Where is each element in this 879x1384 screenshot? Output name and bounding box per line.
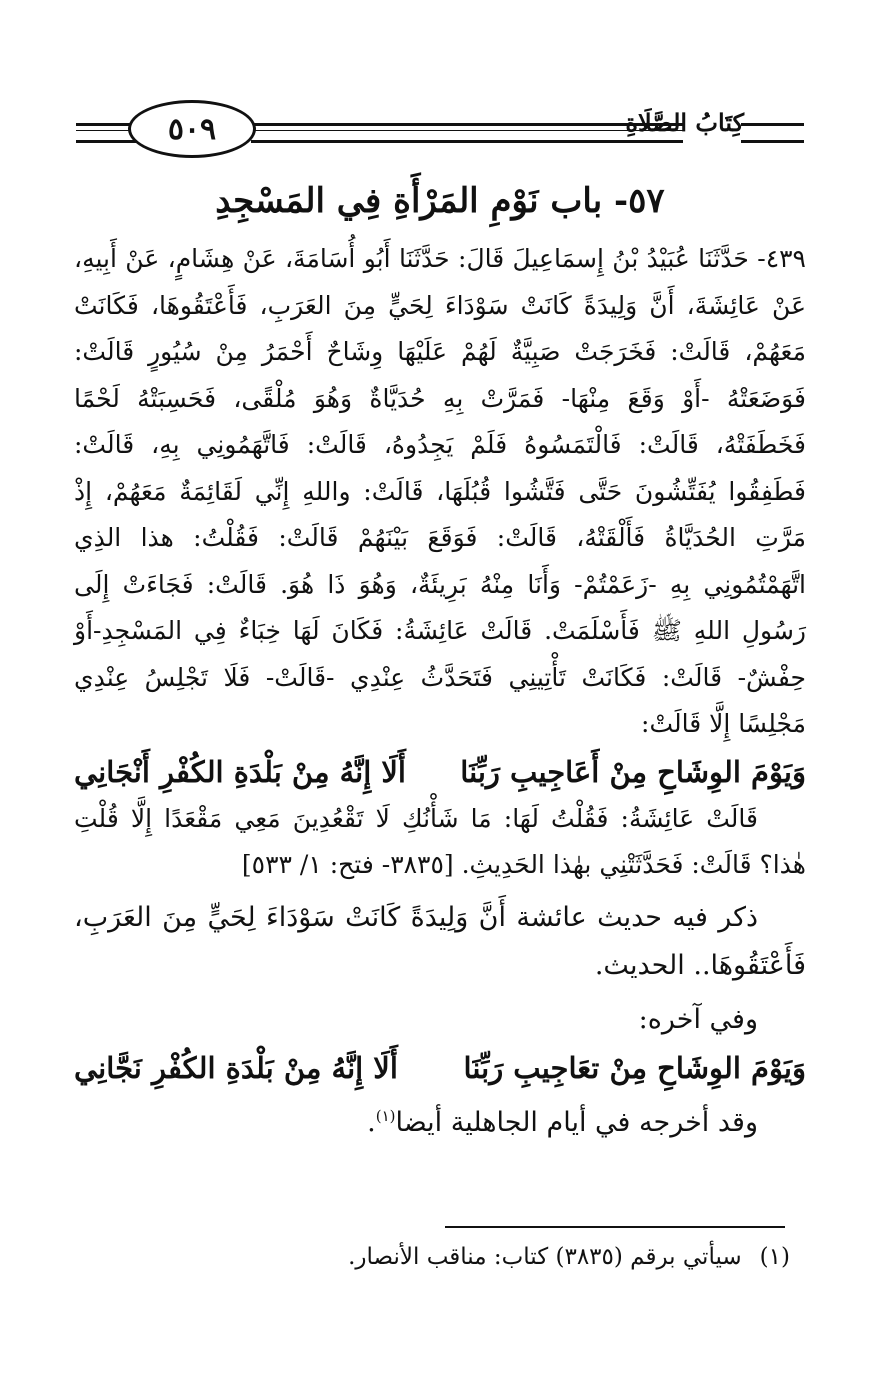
footnote-reference[interactable]: (١) bbox=[375, 1106, 396, 1125]
header-rule-left bbox=[76, 123, 136, 143]
verse-first-hemistich: وَيَوْمَ الوِشَاحِ مِنْ أَعَاجِيبِ رَبِّنَا bbox=[460, 754, 806, 789]
chapter-title: ٥٧- باب نَوْمِ المَرْأَةِ فِي المَسْجِدِ bbox=[215, 181, 665, 221]
end-mark: . bbox=[367, 1106, 376, 1138]
hadith-text: ٤٣٩- حَدَّثَنَا عُبَيْدُ بْنُ إِسمَاعِيلَ قَالَ: حَدَّثَنَا أَبُو أُسَامَةَ، عَنْ هِشَامٍ، عَنْ أَبِيهِ، عَنْ عَائِشَةَ، أَنَّ وَلِيدَةً كَانَتْ سَوْدَاءَ لِحَيٍّ مِنَ العَرَبِ، فَأَعْتَقُوهَا، فَكَانَتْ مَعَهُمْ، قَالَتْ: فَخَرَجَتْ صَبِيَّةٌ لَهُمْ عَلَيْهَا وِشَاحٌ أَحْمَرُ مِنْ سُيُورٍ قَالَتْ: فَوَضَعَتْهُ -أَوْ وَقَعَ مِنْهَا- فَمَرَّتْ بِهِ حُدَيَّاةٌ وَهُوَ مُلْقًى، فَحَسِبَتْهُ لَحْمًا فَخَطَفَتْهُ، قَالَتْ: فَالْتَمَسُوهُ فَلَمْ يَجِدُوهُ، قَالَتْ: فَاتَّهَمُونِي بِهِ، قَالَتْ: فَطَفِقُوا يُفَتِّشُونَ حَتَّى فَتَّشُوا قُبُلَهَا، قَالَتْ: واللهِ إِنِّي لَقَائِمَةٌ مَعَهُمْ، إِذْ مَرَّتِ الحُدَيَّاةُ فَأَلْقَتْهُ، قَالَتْ: فَوَقَعَ بَيْنَهُمْ قَالَتْ: فَقُلْتُ: هذا الذِي اتَّهَمْتُمُونِي بِهِ -زَعَمْتُمْ- وَأَنَا مِنْهُ بَرِيئَةٌ، وَهُوَ ذَا هُوَ. قَالَتْ: فَجَاءَتْ إِلَى رَسُولِ اللهِ ﷺ فَأَسْلَمَتْ. قَالَتْ عَائِشَةُ: فَكَانَ لَهَا خِبَاءٌ فِي المَسْجِدِ-أَوْ حِفْشٌ- قَالَتْ: فَكَانَتْ تَأْتِينِي فَتَحَدَّثُ عِنْدِي -قَالَتْ- فَلَا تَجْلِسُ عِنْدِي مَجْلِسًا إِلَّا قَالَتْ: bbox=[74, 244, 806, 738]
page-number: ٥٠٩ bbox=[128, 100, 256, 158]
commentary-intro: وفي آخره: bbox=[638, 1003, 758, 1035]
running-header bbox=[76, 96, 804, 166]
footnote-separator bbox=[445, 1226, 785, 1228]
footnote-text: سيأتي برقم (٣٨٣٥) كتاب: مناقب الأنصار. bbox=[348, 1244, 742, 1270]
commentary-paragraph: ذكر فيه حديث عائشة أَنَّ وَلِيدَةً كَانَتْ سَوْدَاءَ لِحَيٍّ مِنَ العَرَبِ، فَأَعْتَقُوهَا.. الحديث. bbox=[74, 901, 806, 981]
poetry-verse-repeat bbox=[74, 1044, 806, 1092]
commentary-closing bbox=[74, 1092, 806, 1147]
verse-second-hemistich: أَلَا إِنَّهُ مِنْ بَلْدَةِ الكُفْرِ نَجَّانِي bbox=[74, 1050, 398, 1085]
poetry-verse bbox=[74, 748, 806, 796]
header-rule-middle bbox=[251, 123, 683, 143]
commentary-closing-text: وقد أخرجه في أيام الجاهلية أيضا bbox=[395, 1106, 758, 1138]
verse-second-hemistich: أَلَا إِنَّهُ مِنْ بَلْدَةِ الكُفْرِ أَنْجَانِي bbox=[74, 754, 406, 789]
main-text bbox=[74, 178, 806, 1147]
book-title: كِتَابُ الصَّلَاةِ bbox=[625, 108, 744, 137]
footnote bbox=[300, 1240, 790, 1274]
header-rule-right bbox=[741, 123, 804, 143]
verse-first-hemistich: وَيَوْمَ الوِشَاحِ مِنْ تعَاجِيبِ رَبِّنَا bbox=[463, 1050, 806, 1085]
footnote-number: (١) bbox=[759, 1244, 790, 1270]
hadith-conclusion: قَالَتْ عَائِشَةُ: فَقُلْتُ لَهَا: مَا شَأْنُكِ لَا تَقْعُدِينَ مَعِي مَقْعَدًا إِلَّا قُلْتِ هٰذا؟ قَالَتْ: فَحَدَّثَتْنِي بهٰذا الحَدِيثِ. [٣٨٣٥- فتح: ١/ ٥٣٣] bbox=[74, 803, 806, 879]
